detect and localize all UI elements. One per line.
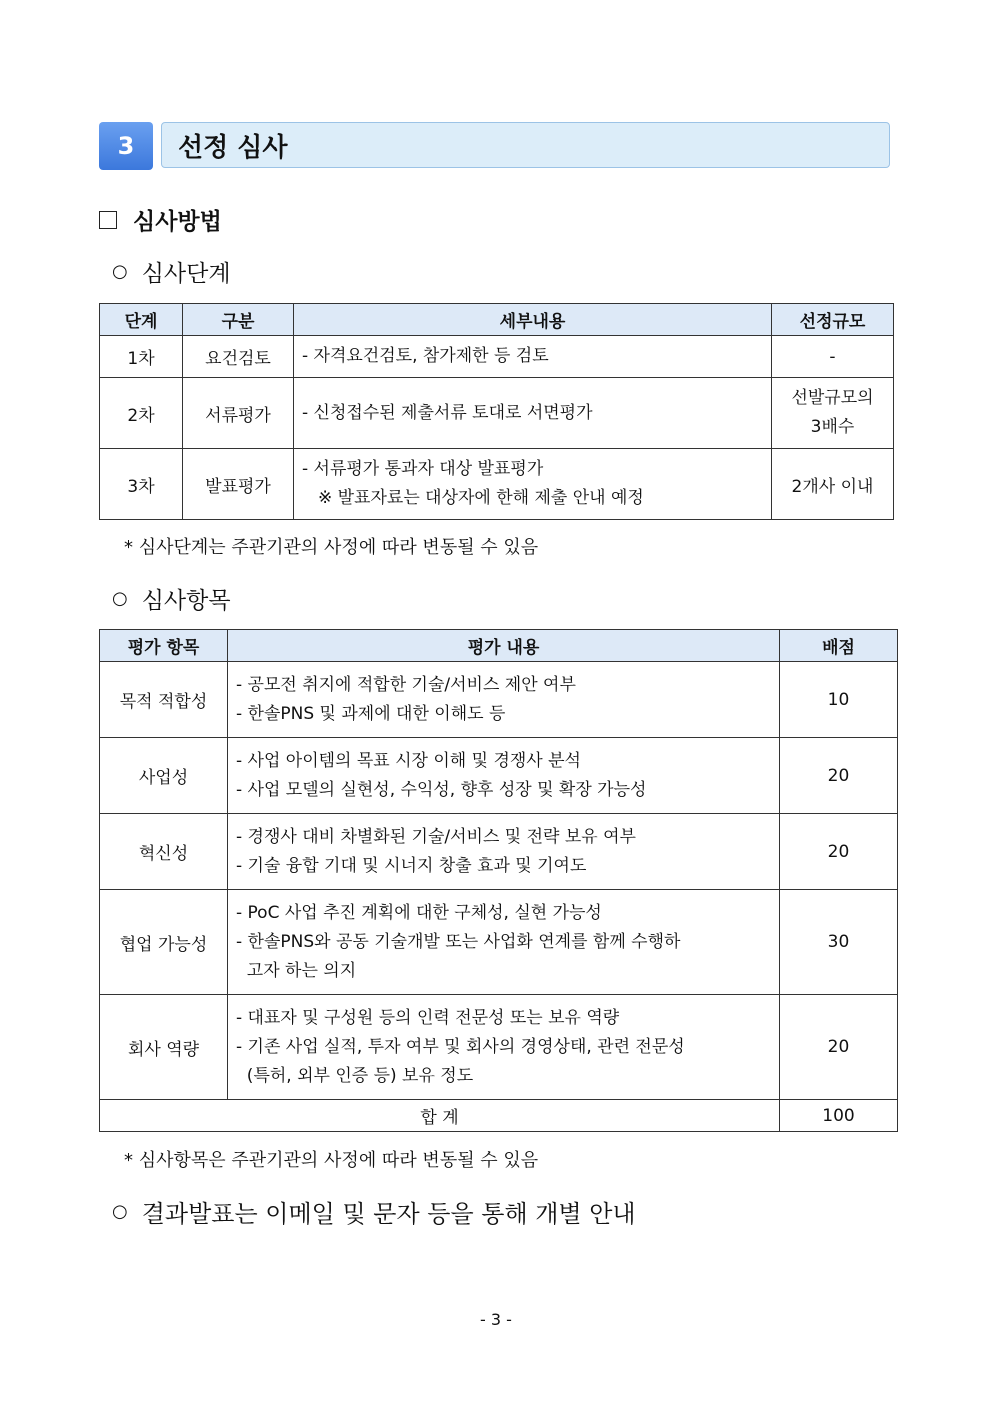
stage-cell: 3차 xyxy=(100,449,183,520)
score-cell: 20 xyxy=(780,814,898,890)
criteria-table xyxy=(99,629,898,1132)
item-cell: 협업 가능성 xyxy=(100,890,228,995)
circle-bullet-icon: ○ xyxy=(112,588,128,609)
content-line: - PoC 사업 추진 계획에 대한 구체성, 실현 가능성 xyxy=(236,902,602,923)
detail-line: - 서류평가 통과자 대상 발표평가 xyxy=(302,459,544,479)
content-line: - 사업 모델의 실현성, 수익성, 향후 성장 및 확장 가능성 xyxy=(236,779,647,800)
stages-table-header xyxy=(100,304,894,336)
content-line: 고자 하는 의지 xyxy=(236,960,357,981)
page-number: - 3 - xyxy=(480,1310,512,1329)
column-header: 단계 xyxy=(100,304,183,336)
score-cell: 30 xyxy=(780,890,898,995)
circle-bullet-icon: ○ xyxy=(112,1201,128,1222)
column-header: 평가 항목 xyxy=(100,630,228,662)
details-cell xyxy=(294,336,772,378)
score-cell: 10 xyxy=(780,662,898,738)
result-line xyxy=(112,1194,636,1229)
content-line: - 대표자 및 구성원 등의 인력 전문성 또는 보유 역량 xyxy=(236,1007,620,1028)
detail-note: ※ 발표자료는 대상자에 한해 제출 안내 예정 xyxy=(318,488,644,508)
column-header: 배점 xyxy=(780,630,898,662)
method-heading-label: 심사방법 xyxy=(133,209,222,235)
details-cell xyxy=(294,449,772,520)
content-cell xyxy=(228,814,780,890)
criteria-note: * 심사항목은 주관기관의 사정에 따라 변동될 수 있음 xyxy=(124,1150,539,1171)
content-line: - 한솔PNS와 공동 기술개발 또는 사업화 연계를 함께 수행하 xyxy=(236,931,681,952)
method-heading xyxy=(99,203,222,236)
section-number: 3 xyxy=(99,122,153,170)
content-line: - 사업 아이템의 목표 시장 이해 및 경쟁사 분석 xyxy=(236,750,581,771)
table-row xyxy=(100,449,894,520)
table-row xyxy=(100,378,894,449)
stages-table xyxy=(99,303,894,520)
item-cell: 회사 역량 xyxy=(100,995,228,1100)
content-cell xyxy=(228,995,780,1100)
score-cell: 20 xyxy=(780,995,898,1100)
content-line: - 기존 사업 실적, 투자 여부 및 회사의 경영상태, 관련 전문성 xyxy=(236,1036,685,1057)
column-header: 선정규모 xyxy=(772,304,894,336)
detail-line: - 자격요건검토, 참가제한 등 검토 xyxy=(302,346,549,366)
criteria-heading xyxy=(112,582,231,615)
stages-heading-label: 심사단계 xyxy=(141,261,231,287)
column-header: 세부내용 xyxy=(294,304,772,336)
stage-cell: 2차 xyxy=(100,378,183,449)
table-row xyxy=(100,814,898,890)
content-line: - 한솔PNS 및 과제에 대한 이해도 등 xyxy=(236,703,506,724)
criteria-table-header xyxy=(100,630,898,662)
scale-cell: 2개사 이내 xyxy=(772,449,894,520)
table-row xyxy=(100,890,898,995)
score-cell: 20 xyxy=(780,738,898,814)
item-cell: 혁신성 xyxy=(100,814,228,890)
section-header xyxy=(99,122,892,170)
table-row xyxy=(100,738,898,814)
item-cell: 사업성 xyxy=(100,738,228,814)
column-header: 구분 xyxy=(183,304,294,336)
type-cell: 서류평가 xyxy=(183,378,294,449)
content-cell xyxy=(228,662,780,738)
table-row xyxy=(100,995,898,1100)
scale-cell: - xyxy=(772,336,894,378)
content-line: - 기술 융합 기대 및 시너지 창출 효과 및 기여도 xyxy=(236,855,587,876)
detail-line: - 신청접수된 제출서류 토대로 서면평가 xyxy=(302,402,593,423)
stages-heading xyxy=(112,255,231,288)
stage-cell: 1차 xyxy=(100,336,183,378)
circle-bullet-icon: ○ xyxy=(112,261,128,282)
scale-cell: 선발규모의 3배수 xyxy=(772,378,894,449)
stages-note: * 심사단계는 주관기관의 사정에 따라 변동될 수 있음 xyxy=(124,537,539,558)
total-row xyxy=(100,1100,898,1132)
details-cell xyxy=(294,378,772,449)
type-cell: 발표평가 xyxy=(183,449,294,520)
content-line: - 공모전 취지에 적합한 기술/서비스 제안 여부 xyxy=(236,674,576,695)
result-line-text: 결과발표는 이메일 및 문자 등을 통해 개별 안내 xyxy=(141,1200,636,1228)
criteria-heading-label: 심사항목 xyxy=(141,588,231,614)
content-cell xyxy=(228,738,780,814)
table-row xyxy=(100,662,898,738)
content-cell xyxy=(228,890,780,995)
content-line: - 경쟁사 대비 차별화된 기술/서비스 및 전략 보유 여부 xyxy=(236,826,636,847)
total-score: 100 xyxy=(780,1100,898,1132)
checkbox-icon xyxy=(99,211,117,229)
column-header: 평가 내용 xyxy=(228,630,780,662)
item-cell: 목적 적합성 xyxy=(100,662,228,738)
type-cell: 요건검토 xyxy=(183,336,294,378)
section-title: 선정 심사 xyxy=(161,122,890,168)
table-row xyxy=(100,336,894,378)
total-label: 합 계 xyxy=(100,1100,780,1132)
content-line: (특허, 외부 인증 등) 보유 정도 xyxy=(236,1065,474,1086)
